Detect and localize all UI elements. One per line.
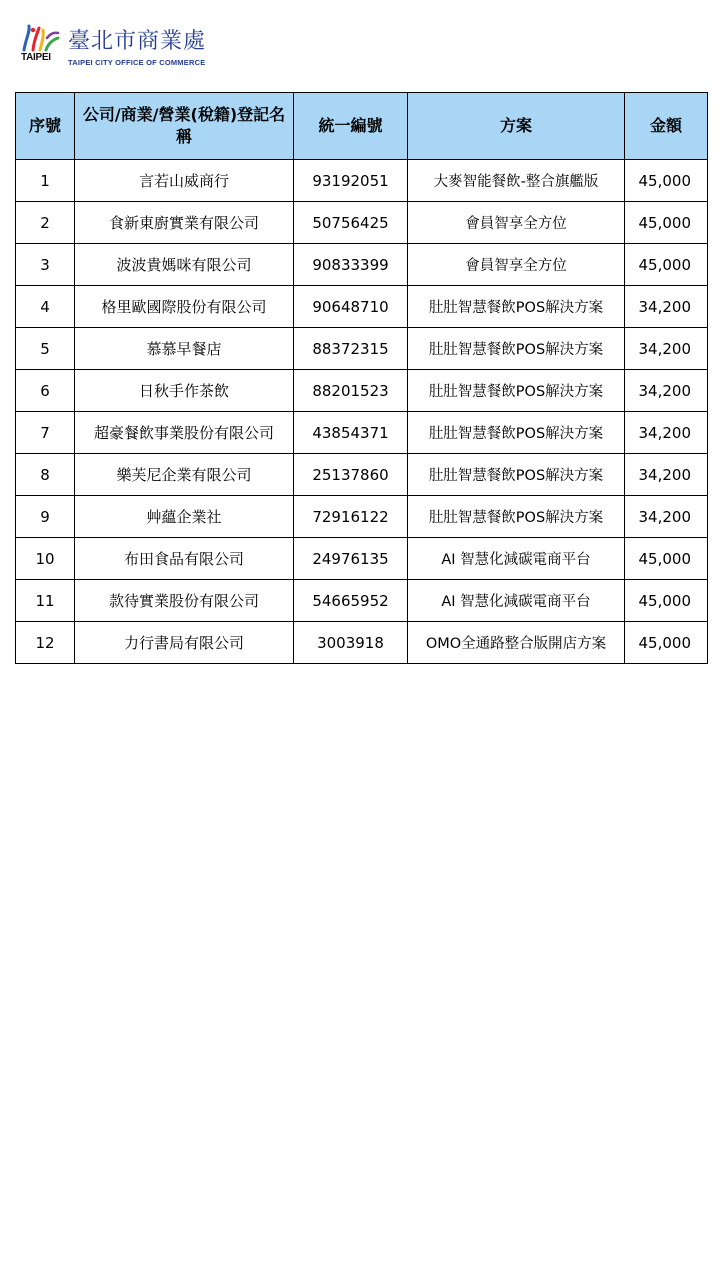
- table-row: [16, 496, 708, 538]
- table-row: [16, 286, 708, 328]
- cell-amount: 45,000: [625, 580, 708, 622]
- cell-tax-id: 43854371: [294, 412, 408, 454]
- cell-company-name: 格里歐國際股份有限公司: [75, 286, 294, 328]
- table-row: [16, 328, 708, 370]
- cell-amount: 34,200: [625, 286, 708, 328]
- cell-tax-id: 88201523: [294, 370, 408, 412]
- page-header: [20, 24, 240, 72]
- cell-number: 9: [16, 496, 75, 538]
- cell-plan: 肚肚智慧餐飲POS解決方案: [408, 454, 625, 496]
- cell-number: 5: [16, 328, 75, 370]
- cell-number: 8: [16, 454, 75, 496]
- cell-number: 6: [16, 370, 75, 412]
- cell-plan: AI 智慧化減碳電商平台: [408, 580, 625, 622]
- cell-plan: 大麥智能餐飲-整合旗艦版: [408, 160, 625, 202]
- cell-plan: OMO全通路整合版開店方案: [408, 622, 625, 664]
- cell-number: 3: [16, 244, 75, 286]
- office-name-english: TAIPEI CITY OFFICE OF COMMERCE: [68, 58, 206, 67]
- cell-company-name: 艸蘊企業社: [75, 496, 294, 538]
- column-header-amount: 金額: [625, 93, 708, 160]
- cell-plan: 肚肚智慧餐飲POS解決方案: [408, 496, 625, 538]
- cell-plan: 肚肚智慧餐飲POS解決方案: [408, 286, 625, 328]
- cell-company-name: 布田食品有限公司: [75, 538, 294, 580]
- taipei-city-logo-icon: [20, 24, 64, 70]
- cell-tax-id: 50756425: [294, 202, 408, 244]
- column-header-tax-id: 統一編號: [294, 93, 408, 160]
- table-row: [16, 160, 708, 202]
- cell-plan: 肚肚智慧餐飲POS解決方案: [408, 412, 625, 454]
- column-header-company-name: 公司/商業/營業(稅籍)登記名稱: [75, 93, 294, 160]
- table-row: [16, 580, 708, 622]
- column-header-plan: 方案: [408, 93, 625, 160]
- cell-plan: 會員智享全方位: [408, 244, 625, 286]
- cell-tax-id: 72916122: [294, 496, 408, 538]
- cell-tax-id: 90833399: [294, 244, 408, 286]
- table-row: [16, 454, 708, 496]
- table-row: [16, 202, 708, 244]
- cell-amount: 34,200: [625, 412, 708, 454]
- cell-amount: 45,000: [625, 622, 708, 664]
- cell-company-name: 款待實業股份有限公司: [75, 580, 294, 622]
- cell-plan: 肚肚智慧餐飲POS解決方案: [408, 370, 625, 412]
- table-header-row: [16, 93, 708, 160]
- cell-plan: 肚肚智慧餐飲POS解決方案: [408, 328, 625, 370]
- cell-number: 1: [16, 160, 75, 202]
- cell-company-name: 日秋手作茶飲: [75, 370, 294, 412]
- table-row: [16, 538, 708, 580]
- cell-company-name: 慕慕早餐店: [75, 328, 294, 370]
- cell-amount: 34,200: [625, 496, 708, 538]
- logo-badge-text: TAIPEI: [21, 52, 51, 63]
- cell-plan: 會員智享全方位: [408, 202, 625, 244]
- cell-number: 4: [16, 286, 75, 328]
- cell-tax-id: 25137860: [294, 454, 408, 496]
- cell-company-name: 言若山威商行: [75, 160, 294, 202]
- cell-number: 11: [16, 580, 75, 622]
- cell-number: 7: [16, 412, 75, 454]
- cell-amount: 45,000: [625, 160, 708, 202]
- table-row: [16, 244, 708, 286]
- cell-tax-id: 93192051: [294, 160, 408, 202]
- table-body: [16, 160, 708, 664]
- cell-amount: 45,000: [625, 244, 708, 286]
- cell-tax-id: 54665952: [294, 580, 408, 622]
- cell-company-name: 超豪餐飲事業股份有限公司: [75, 412, 294, 454]
- cell-amount: 45,000: [625, 538, 708, 580]
- cell-amount: 34,200: [625, 454, 708, 496]
- table-row: [16, 370, 708, 412]
- cell-plan: AI 智慧化減碳電商平台: [408, 538, 625, 580]
- cell-amount: 34,200: [625, 370, 708, 412]
- cell-number: 10: [16, 538, 75, 580]
- cell-tax-id: 24976135: [294, 538, 408, 580]
- cell-company-name: 力行書局有限公司: [75, 622, 294, 664]
- cell-number: 12: [16, 622, 75, 664]
- cell-tax-id: 90648710: [294, 286, 408, 328]
- cell-number: 2: [16, 202, 75, 244]
- column-header-number: 序號: [16, 93, 75, 160]
- table-row: [16, 622, 708, 664]
- cell-amount: 45,000: [625, 202, 708, 244]
- office-name: 臺北市商業處: [68, 29, 207, 54]
- table-row: [16, 412, 708, 454]
- cell-amount: 34,200: [625, 328, 708, 370]
- cell-company-name: 樂芙尼企業有限公司: [75, 454, 294, 496]
- cell-tax-id: 3003918: [294, 622, 408, 664]
- award-list-table: [15, 92, 708, 664]
- cell-company-name: 波波貴媽咪有限公司: [75, 244, 294, 286]
- cell-company-name: 食新東廚實業有限公司: [75, 202, 294, 244]
- cell-tax-id: 88372315: [294, 328, 408, 370]
